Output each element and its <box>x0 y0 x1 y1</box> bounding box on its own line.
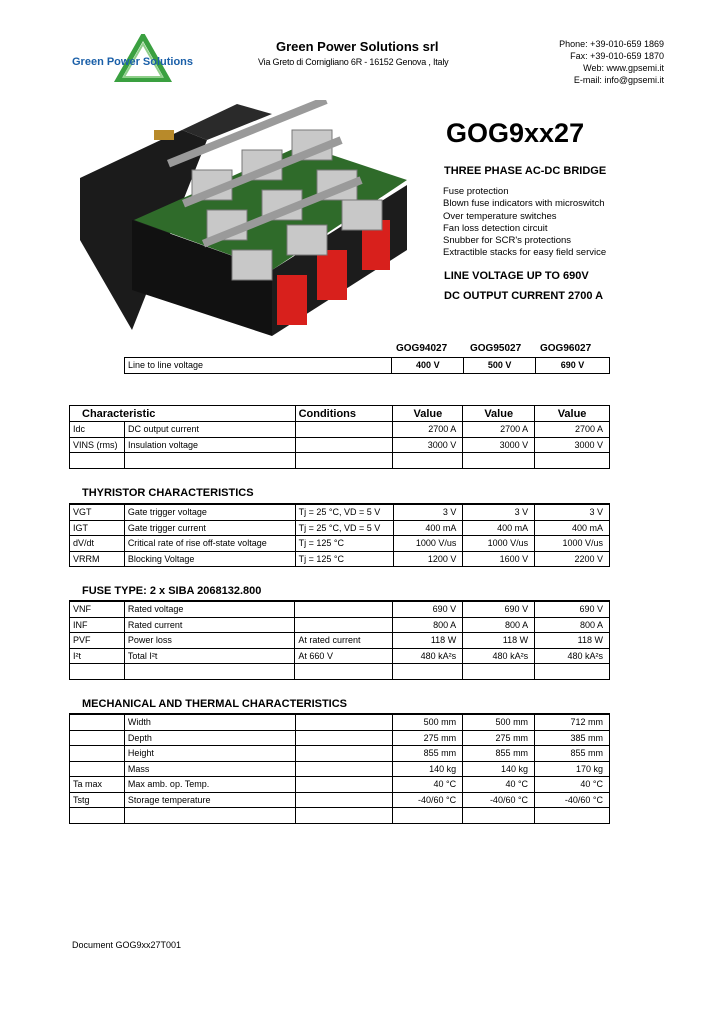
value-cell: 800 A <box>535 617 610 633</box>
condition-cell: At rated current <box>295 633 393 649</box>
feature-list <box>443 186 606 260</box>
line-voltage-value: 400 V <box>392 358 464 374</box>
symbol-cell: INF <box>70 617 125 633</box>
table-row <box>70 551 610 567</box>
description-cell: Height <box>124 746 295 762</box>
symbol-cell: VRRM <box>70 551 125 567</box>
table-row <box>70 777 610 793</box>
value-cell: 1000 V/us <box>463 536 535 552</box>
feature-item: Extractible stacks for easy field service <box>443 247 607 259</box>
description-cell: Rated voltage <box>124 601 295 617</box>
value-cell: 855 mm <box>535 746 610 762</box>
table-row <box>70 633 610 649</box>
value-cell: 3000 V <box>463 437 535 453</box>
table-row-empty <box>70 664 610 680</box>
thyristor-section-title: THYRISTOR CHARACTERISTICS <box>82 487 254 499</box>
value-cell: 40 °C <box>463 777 535 793</box>
logo-text: Green Power Solutions <box>72 56 194 68</box>
value-cell: 140 kg <box>393 761 463 777</box>
value-cell: 275 mm <box>463 730 535 746</box>
value-cell: 3000 V <box>393 437 463 453</box>
mechanical-section-title: MECHANICAL AND THERMAL CHARACTERISTICS <box>82 698 348 710</box>
table-row-empty <box>70 453 610 469</box>
description-cell: Power loss <box>124 633 295 649</box>
description-cell: Width <box>124 714 295 730</box>
symbol-cell: Idc <box>70 422 125 438</box>
condition-cell <box>295 746 393 762</box>
table-row <box>70 536 610 552</box>
value-cell: 480 kA²s <box>393 648 463 664</box>
variant-header-1: GOG94027 <box>396 343 448 354</box>
value-cell: 385 mm <box>535 730 610 746</box>
table-row <box>70 520 610 536</box>
condition-cell <box>295 422 393 438</box>
website-link[interactable]: Web: www.gpsemi.it <box>583 63 664 73</box>
symbol-cell <box>70 714 125 730</box>
value-cell: 480 kA²s <box>535 648 610 664</box>
value-cell: 690 V <box>463 601 535 617</box>
description-cell: Rated current <box>124 617 295 633</box>
line-voltage-value: 690 V <box>536 358 610 374</box>
description-cell: Mass <box>124 761 295 777</box>
value-cell: 275 mm <box>393 730 463 746</box>
description-cell: Max amb. op. Temp. <box>124 777 295 793</box>
table-row <box>70 714 610 730</box>
value-cell: 690 V <box>535 601 610 617</box>
value-cell: 855 mm <box>463 746 535 762</box>
value-cell: 118 W <box>535 633 610 649</box>
line-voltage-value: 500 V <box>464 358 536 374</box>
description-cell: Storage temperature <box>124 792 295 808</box>
fuse-table <box>69 600 610 680</box>
condition-cell <box>295 761 393 777</box>
symbol-cell: VNF <box>70 601 125 617</box>
value-cell: 3 V <box>463 504 535 520</box>
table-row <box>70 422 610 438</box>
col-header-characteristic: Characteristic <box>70 406 296 422</box>
col-header-value: Value <box>535 406 610 422</box>
condition-cell <box>295 792 393 808</box>
value-cell: 480 kA²s <box>463 648 535 664</box>
value-cell: 2700 A <box>393 422 463 438</box>
email-link[interactable]: E-mail: info@gpsemi.it <box>573 75 664 85</box>
product-model: GOG9xx27 <box>446 118 585 148</box>
condition-cell <box>295 730 393 746</box>
table-row-empty <box>70 808 610 824</box>
condition-cell <box>295 714 393 730</box>
value-cell: 3000 V <box>535 437 610 453</box>
condition-cell: Tj = 125 °C <box>295 536 393 552</box>
value-cell: -40/60 °C <box>535 792 610 808</box>
value-cell: 40 °C <box>535 777 610 793</box>
symbol-cell: Tstg <box>70 792 125 808</box>
description-cell: Depth <box>124 730 295 746</box>
value-cell: 400 mA <box>535 520 610 536</box>
symbol-cell: I²t <box>70 648 125 664</box>
value-cell: 1200 V <box>393 551 463 567</box>
symbol-cell: VGT <box>70 504 125 520</box>
value-cell: 500 mm <box>463 714 535 730</box>
line-voltage-label: Line to line voltage <box>125 358 392 374</box>
feature-item: Snubber for SCR's protections <box>443 235 572 247</box>
description-cell: Insulation voltage <box>124 437 295 453</box>
feature-item: Blown fuse indicators with microswitch <box>443 198 605 210</box>
value-cell: 3 V <box>535 504 610 520</box>
condition-cell <box>295 617 393 633</box>
table-row <box>70 746 610 762</box>
product-subtitle: THREE PHASE AC-DC BRIDGE <box>444 165 607 177</box>
condition-cell: Tj = 125 °C <box>295 551 393 567</box>
value-cell: -40/60 °C <box>463 792 535 808</box>
table-row <box>70 601 610 617</box>
value-cell: 2200 V <box>535 551 610 567</box>
document-id: Document GOG9xx27T001 <box>72 940 182 950</box>
value-cell: 500 mm <box>393 714 463 730</box>
condition-cell <box>295 777 393 793</box>
description-cell: Blocking Voltage <box>124 551 295 567</box>
dc-current-spec: DC OUTPUT CURRENT 2700 A <box>444 290 604 302</box>
symbol-cell <box>70 746 125 762</box>
col-header-value: Value <box>463 406 535 422</box>
table-row <box>70 617 610 633</box>
condition-cell: Tj = 25 °C, VD = 5 V <box>295 520 393 536</box>
company-address: Via Greto di Cornigliano 6R - 16152 Genova , Italy <box>258 57 449 67</box>
variant-header-3: GOG96027 <box>540 343 592 354</box>
description-cell: DC output current <box>124 422 295 438</box>
symbol-cell <box>70 761 125 777</box>
description-cell: Total I²t <box>124 648 295 664</box>
value-cell: 800 A <box>463 617 535 633</box>
value-cell: 2700 A <box>535 422 610 438</box>
feature-item: Fan loss detection circuit <box>443 222 548 234</box>
condition-cell <box>295 601 393 617</box>
table-row <box>70 730 610 746</box>
description-cell: Gate trigger voltage <box>124 504 295 520</box>
mechanical-table <box>69 713 610 824</box>
value-cell: 170 kg <box>535 761 610 777</box>
value-cell: 140 kg <box>463 761 535 777</box>
value-cell: 1000 V/us <box>535 536 610 552</box>
symbol-cell: IGT <box>70 520 125 536</box>
line-voltage-table <box>124 357 610 374</box>
table-row <box>70 761 610 777</box>
value-cell: 712 mm <box>535 714 610 730</box>
value-cell: 800 A <box>393 617 463 633</box>
value-cell: 40 °C <box>393 777 463 793</box>
value-cell: 400 mA <box>393 520 463 536</box>
symbol-cell: PVF <box>70 633 125 649</box>
table-row <box>70 504 610 520</box>
description-cell: Critical rate of rise off-state voltage <box>124 536 295 552</box>
condition-cell: Tj = 25 °C, VD = 5 V <box>295 504 393 520</box>
symbol-cell <box>70 730 125 746</box>
fax: Fax: +39-010-659 1870 <box>570 51 664 61</box>
value-cell: -40/60 °C <box>393 792 463 808</box>
value-cell: 400 mA <box>463 520 535 536</box>
value-cell: 2700 A <box>463 422 535 438</box>
col-header-value: Value <box>393 406 463 422</box>
condition-cell: At 660 V <box>295 648 393 664</box>
value-cell: 118 W <box>463 633 535 649</box>
symbol-cell: Ta max <box>70 777 125 793</box>
table-row <box>70 437 610 453</box>
variant-header-2: GOG95027 <box>470 343 522 354</box>
thyristor-table <box>69 503 610 567</box>
value-cell: 690 V <box>393 601 463 617</box>
fuse-section-title: FUSE TYPE: 2 x SIBA 2068132.800 <box>82 585 262 597</box>
value-cell: 855 mm <box>393 746 463 762</box>
company-name: Green Power Solutions srl <box>276 39 439 54</box>
characteristics-table <box>69 405 610 469</box>
value-cell: 3 V <box>393 504 463 520</box>
product-photo <box>72 100 412 340</box>
symbol-cell: dV/dt <box>70 536 125 552</box>
feature-item: Over temperature switches <box>443 210 557 222</box>
col-header-conditions: Conditions <box>295 406 393 422</box>
table-row <box>70 648 610 664</box>
value-cell: 118 W <box>393 633 463 649</box>
value-cell: 1000 V/us <box>393 536 463 552</box>
value-cell: 1600 V <box>463 551 535 567</box>
contact-block <box>559 38 664 86</box>
symbol-cell: VINS (rms) <box>70 437 125 453</box>
condition-cell <box>295 437 393 453</box>
table-row <box>70 792 610 808</box>
phone: Phone: +39-010-659 1869 <box>559 39 664 49</box>
feature-item: Fuse protection <box>443 186 509 197</box>
line-voltage-spec: LINE VOLTAGE UP TO 690V <box>444 270 589 282</box>
description-cell: Gate trigger current <box>124 520 295 536</box>
